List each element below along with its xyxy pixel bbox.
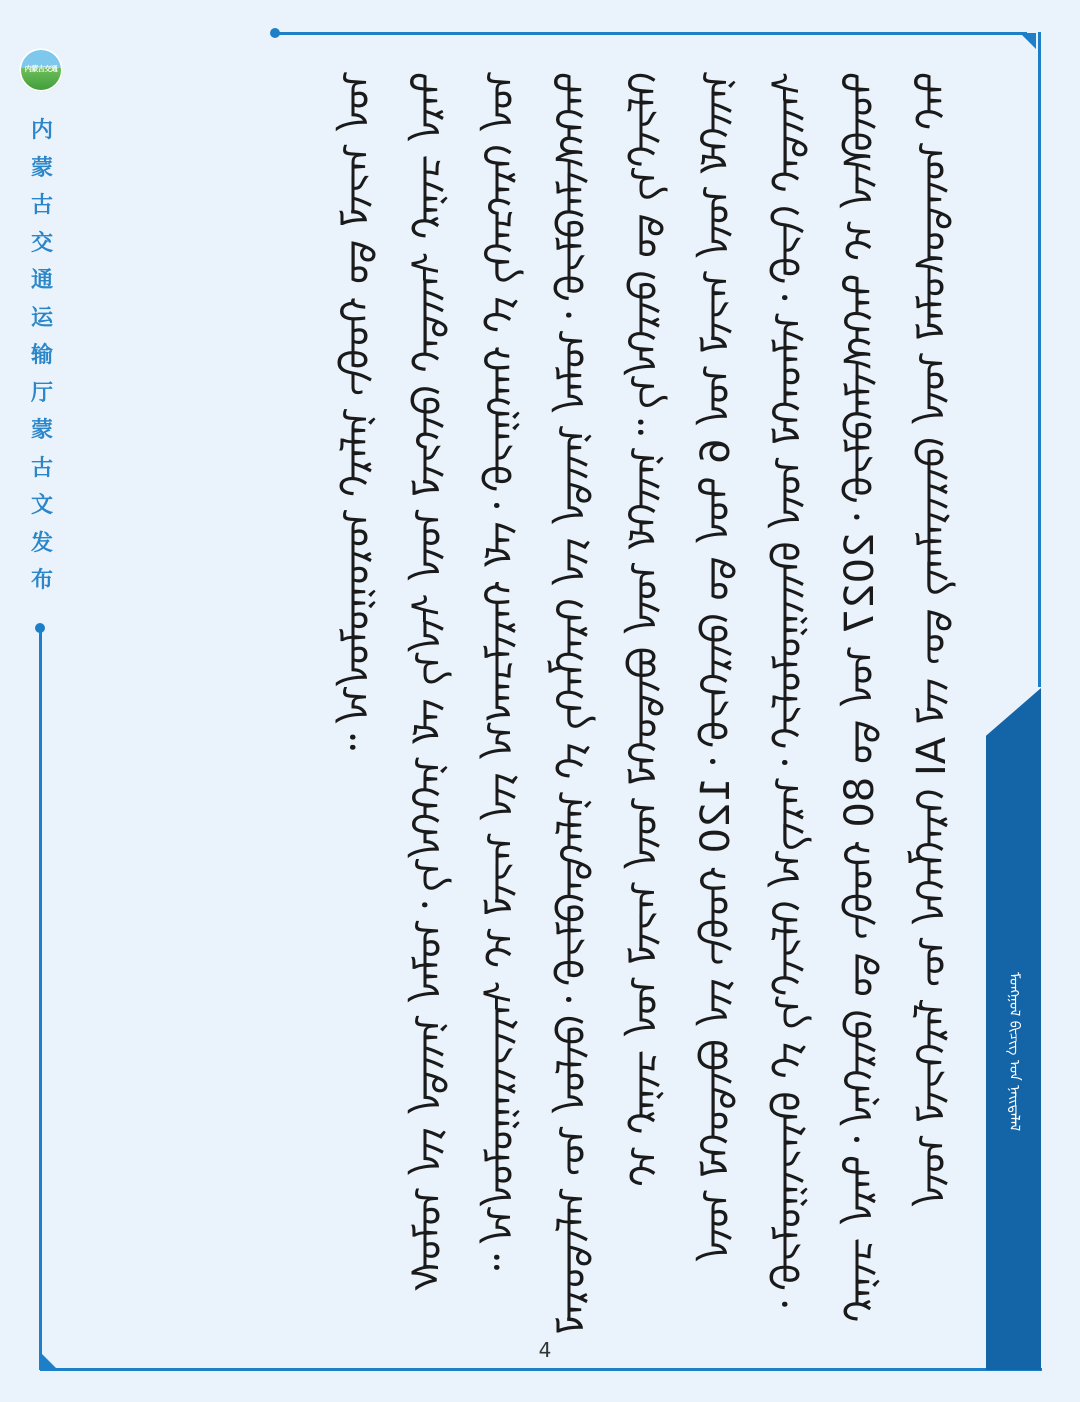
frame-bottom-line — [40, 1368, 1042, 1371]
logo — [19, 48, 63, 92]
publisher-char: 运 — [30, 305, 53, 331]
publisher-char: 发 — [30, 530, 53, 556]
publisher-char: 古 — [30, 193, 53, 218]
publisher-char: 蒙 — [30, 155, 53, 181]
publisher-char: 古 — [30, 455, 53, 481]
side-band-title: ᠮᠣᠩᠭᠣᠯ ᠪᠢᠴᠢᠭ ᠤᠨ ᠨᠡᠢᠳᠡᠯᠡᠯ — [1006, 972, 1022, 1132]
publisher-char: 内 — [30, 118, 53, 143]
frame-top-line — [275, 32, 1027, 35]
publisher-char: 输 — [30, 343, 53, 368]
publisher-char: 厅 — [30, 380, 53, 406]
publisher-char: 交 — [30, 230, 53, 256]
frame-corner-top-right — [1020, 33, 1036, 49]
frame-right-line — [1038, 32, 1041, 687]
frame-corner-bottom-left — [40, 1352, 56, 1368]
frame-left-line — [39, 628, 42, 1370]
publisher-char: 文 — [30, 493, 53, 518]
logo-text: 内蒙古交通 — [24, 65, 58, 73]
article-body — [118, 72, 968, 1336]
publisher-char: 蒙 — [30, 418, 53, 443]
publisher-char: 布 — [30, 568, 53, 593]
article-body-text: ᠲᠠᠢ ᠦᠨᠳᠦᠰᠦᠯᠡᠯ ᠦᠨ ᠬᠦᠷᠢᠶᠡᠯᠡᠩ ᠳᠦ ᠵᠢᠯ AI ᠬᠡᠷᠡᠭᠯᠡᠭᠡᠨ ᠦ ᠮᠡᠷᠭᠡᠵᠢᠯ ᠦᠨ ᠲᠦᠪᠰᠢᠨ ᠢ ᠳᠡᠭᠡᠭᠰᠢᠯᠡᠭᠦᠯᠵᠦ᠂ 2027 ᠣᠨ ᠳᠤ 80 ᠬᠤᠪᠢ ᠳᠤ ᠬᠦᠷᠭᠡᠨᠡ᠂ ᠲᠡᠷᠡ ᠴᠢᠨᠠᠷ ᠰᠠᠢᠲᠠᠢ ᠬᠢᠵᠦ᠂ ᠢᠯᠡᠳᠭᠡᠯ ᠦᠨ ᠪᠠᠢᠢᠭᠤᠯᠤᠮᠵᠢ᠂ ᠠᠷᠭ᠎ᠠ ᠬᠡᠮᠵᠢᠶ᠎ᠡ ᠶᠢ ᠪᠠᠶᠠᠵᠢᠭᠤᠯᠵᠤ᠂ ᠨᠡᠢᠭᠡᠮ ᠦᠨ ᠠᠵᠢᠯ ᠤᠨ 6 ᠲᠣᠨ ᠳᠤ ᠬᠦᠷᠭᠡᠵᠦ᠂ 120 ᠬᠤᠪᠢ ᠶᠢᠨ ᠪᠦᠲᠦᠭᠡᠯ ᠦᠨ ᠬᠡᠮᠵᠢᠶ᠎ᠡ ᠳᠤ ᠬᠦᠷᠭᠡᠨ᠎ᠡ᠃ ᠨᠡᠢᠭᠡᠮ ᠦᠨ ᠪᠦᠲᠦᠭᠡᠯ ᠦᠨ ᠠᠵᠢᠯ ᠤᠨ ᠴᠢᠨᠠᠷ ᠢ ᠳᠡᠭᠡᠭᠰᠢᠯᠡᠭᠦᠯᠵᠦ᠂ ᠣᠯᠠᠨ ᠨᠡᠢᠲᠡ ᠶᠢᠨ ᠬᠡᠷᠡᠭᠯᠡᠭᠡ ᠶᠢ ᠨᠡᠮᠡᠭᠳᠡᠭᠦᠯᠵᠦ᠂ ᠬᠦᠮᠦᠨ ᠦ ᠠᠮᠢᠳᠤᠷᠠᠯ ᠤᠨ ᠬᠡᠷᠡᠭᠴᠡᠭᠡ ᠶᠢ ᠬᠠᠩᠭᠠᠵᠤ᠂ ᠵᠠᠮ ᠬᠠᠷᠢᠯᠴᠠᠭ᠎ᠠ ᠶᠢᠨ ᠠᠵᠢᠯ ᠢ ᠰᠠᠶᠢᠵᠢᠷᠠᠭᠤᠯᠤᠨ᠎ᠠ᠃ ᠲᠡᠷᠡ ᠴᠢᠨᠠᠷ ᠰᠠᠢᠲᠠᠢ ᠬᠦᠭᠵᠢᠯ ᠦᠨ ᠰᠢᠨ᠎ᠡ ᠵᠠᠮ ᠨᠡᠭᠡᠭᠡᠨ᠎ᠡ᠂ ᠣᠯᠠᠨ ᠨᠡᠢᠲᠡ ᠶᠢᠨ ᠤᠯᠤᠰ ᠤᠨ ᠠᠵᠢᠯ ᠳᠤ ᠬᠤᠪᠢ ᠨᠡᠮᠡᠷᠢ ᠣᠷᠣᠭᠤᠯᠤᠨ᠎ᠠ᠃ — [333, 72, 955, 1335]
publisher-char: 通 — [30, 268, 53, 293]
page-number: 4 — [538, 1338, 552, 1362]
publisher-vertical-title — [22, 112, 62, 600]
